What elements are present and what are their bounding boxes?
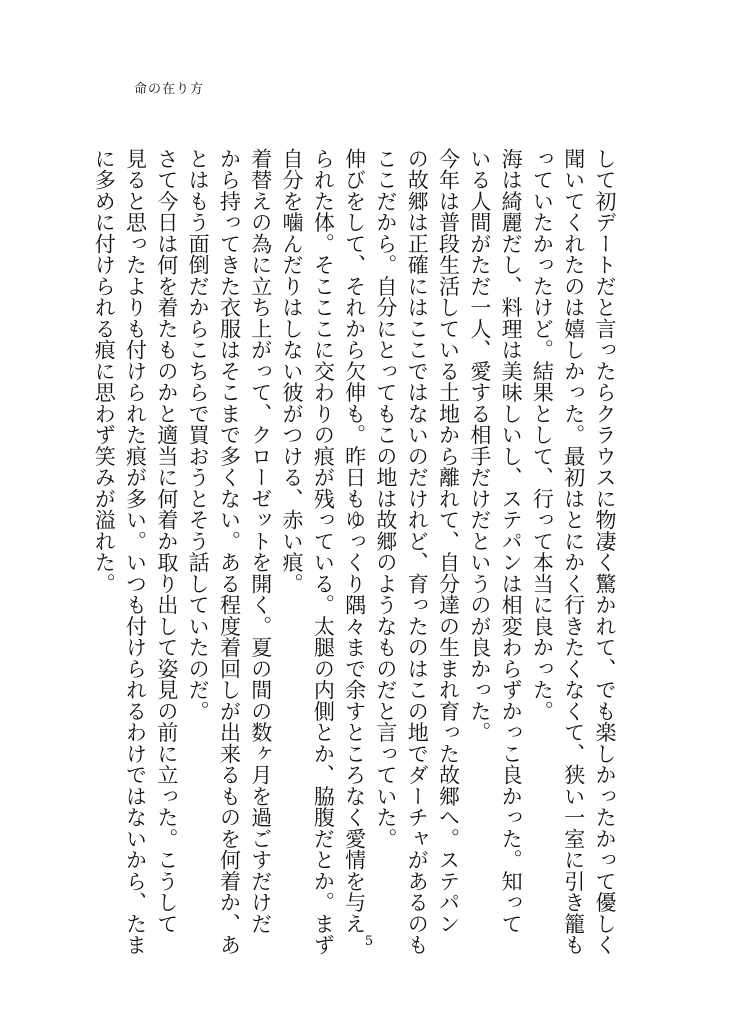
running-title: 命の在り方 bbox=[134, 82, 205, 97]
body-text bbox=[92, 148, 620, 956]
text-line: ここだから。自分にとってもこの地は故郷のようなものだと言っていた。 bbox=[373, 148, 398, 850]
text-line: して初デートだと言ったらクラウスに物凄く驚かれて、でも楽しかったかって優しく bbox=[593, 148, 617, 956]
text-line: 見ると思ったよりも付けられた痕が多い。いつも付けられるわけではないから、たま bbox=[123, 148, 148, 956]
text-line: とはもう面倒だからこちらで買おうとそう話していたのだ。 bbox=[186, 148, 211, 722]
text-line: さて今日は何を着たものかと適当に何着か取り出して姿見の前に立った。こうして bbox=[154, 148, 179, 935]
text-line: 伸びをして、それから欠伸も。昨日もゆっくり隅々まで余すところなく愛情を与え bbox=[342, 148, 367, 935]
text-line: いる人間がただ一人、愛する相手だけだというのが良かった。 bbox=[467, 148, 492, 743]
text-line: 海は綺麗だし、料理は美味しいし、ステパンは相変わらずかっこ良かった。知って bbox=[499, 148, 524, 935]
text-line: られた体。そこここに交わりの痕が残っている。太腿の内側とか、脇腹だとか。まず bbox=[311, 148, 336, 956]
text-line: 今年は普段生活している土地から離れて、自分達の生まれ育った故郷へ。ステパン bbox=[436, 148, 461, 935]
text-line: 着替えの為に立ち上がって、クローゼットを開く。夏の間の数ヶ月を過ごすだけだ bbox=[248, 148, 273, 935]
text-line: 自分を噛んだりはしない彼がつける、赤い痕。 bbox=[280, 148, 305, 595]
text-line: に多めに付けられる痕に思わず笑みが溢れた。 bbox=[92, 148, 117, 595]
text-line: 聞いてくれたのは嬉しかった。最初はとにかく行きたくなくて、狭い一室に引き籠も bbox=[561, 148, 586, 956]
text-line: の故郷は正確にはここではないのだけれど、育ったのはこの地でダーチャがあるのも bbox=[405, 148, 430, 956]
text-line: っていたかったけど。結果として、行って本当に良かった。 bbox=[530, 148, 555, 722]
page-number: 5 bbox=[364, 934, 374, 949]
text-line: から持ってきた衣服はそこまで多くない。ある程度着回しが出来るものを何着か、あ bbox=[217, 148, 242, 956]
